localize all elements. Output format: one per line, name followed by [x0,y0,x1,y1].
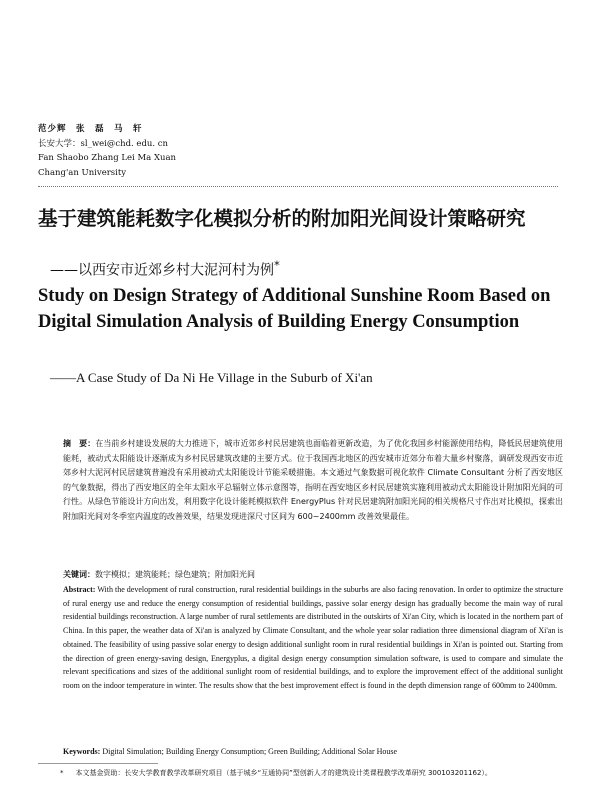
keywords-en-label: Keywords: [63,747,101,756]
keywords-cn-text: 数字模拟；建筑能耗；绿色建筑；附加阳光间 [95,570,255,579]
abstract-cn [63,437,563,524]
author-affiliation-en: Chang'an University [38,167,127,178]
subtitle-cn-text: ——以西安市近郊乡村大泥河村为例 [50,262,274,279]
header-divider [38,186,558,187]
abstract-cn-label: 摘 要： [63,439,96,448]
abstract-en-text: With the development of rural construction, rural residential buildings in the suburbs are also facing renovation. In order to optimize the structure of rural energy use and reduce the energy consumption of residential buildings, passive solar energy design has gradually become the main way of rural residential buildings reconstruction. A large number of rural settlements are distributed in the outskirts of Xi'an City, which is located in the northern part of China. In this paper, the weather data of Xi'an is analyzed by Climate Consultant, and the whole year solar radiation three dimensional diagram of Xi'an is obtained. The feasibility of using passive solar energy to design additional sunlight room in rural residential buildings in Xi'an is pointed out. Starting from the direction of green energy-saving design, Energyplus, a digital design energy consumption simulation software, is used to compare and simulate the relevant specifications and sizes of the additional sunlight room of residential buildings, and to explore the improvement effect of the additional sunlight room on the indoor temperature in winter. The results show that the best improvement effect is found in the depth dimension range of 600mm to 2400mm. [63,585,564,690]
title-en: Study on Design Strategy of Additional Sunshine Room Based on Digital Simulation Analysis of Building Energy Consumption [38,286,551,332]
subtitle-cn [50,258,280,280]
footnote-text: 本文基金资助：长安大学教育教学改革研究项目（基于城乡“互通协同”型创新人才的建筑设计类课程教学改革研究 300103201162）。 [75,769,492,777]
abstract-cn-text: 在当前乡村建设发展的大力推进下，城市近郊乡村民居建筑也面临着更新改造，为了优化我国乡村能源使用结构，降低民居建筑使用能耗，被动式太阳能设计逐渐成为乡村民居建筑改建的主要方式。位于我国西北地区的西安城市近郊分布着大量乡村聚落，调研发现西安市近郊乡村大泥河村民居建筑普遍没有采用被动式太阳能设计节能采暖措施。本文通过气象数据可视化软件 Climate Consultant 分析了西安地区的气象数据，得出了西安地区的全年太阳水平总辐射立体示意图等，指明在西安地区乡村民居建筑实施利用被动式太阳能设计附加阳光间的可行性。从绿色节能设计方向出发，利用数字化设计能耗模拟软件 EnergyPlus 针对民居建筑附加阳光间的相关规格尺寸作出对比模拟，探索出附加阳光间对冬季室内温度的改善效果，结果发现进深尺寸区间为 600~2400mm 改善效果最佳。 [63,439,563,521]
footnote-mark: * [60,769,64,777]
author-affiliation-cn: 长安大学：sl_wei@chd. edu. cn [38,138,169,149]
subtitle-en: ——A Case Study of Da Ni He Village in the Suburb of Xi'an [50,370,373,385]
footnote-rule [38,763,158,764]
author-block [38,122,176,180]
author-names-cn: 范少辉 张 磊 马 轩 [38,124,143,134]
keywords-cn [63,568,563,582]
footnote [60,768,560,778]
abstract-en-label: Abstract: [63,585,96,594]
keywords-en-text: Digital Simulation; Building Energy Consumption; Green Building; Additional Solar House [102,747,398,756]
author-names-en: Fan Shaobo Zhang Lei Ma Xuan [38,153,177,163]
subtitle-footnote-mark: * [274,258,280,272]
abstract-en [63,583,563,693]
keywords-cn-label: 关键词： [63,570,95,579]
keywords-en [63,745,563,758]
title-cn: 基于建筑能耗数字化模拟分析的附加阳光间设计策略研究 [38,207,526,230]
